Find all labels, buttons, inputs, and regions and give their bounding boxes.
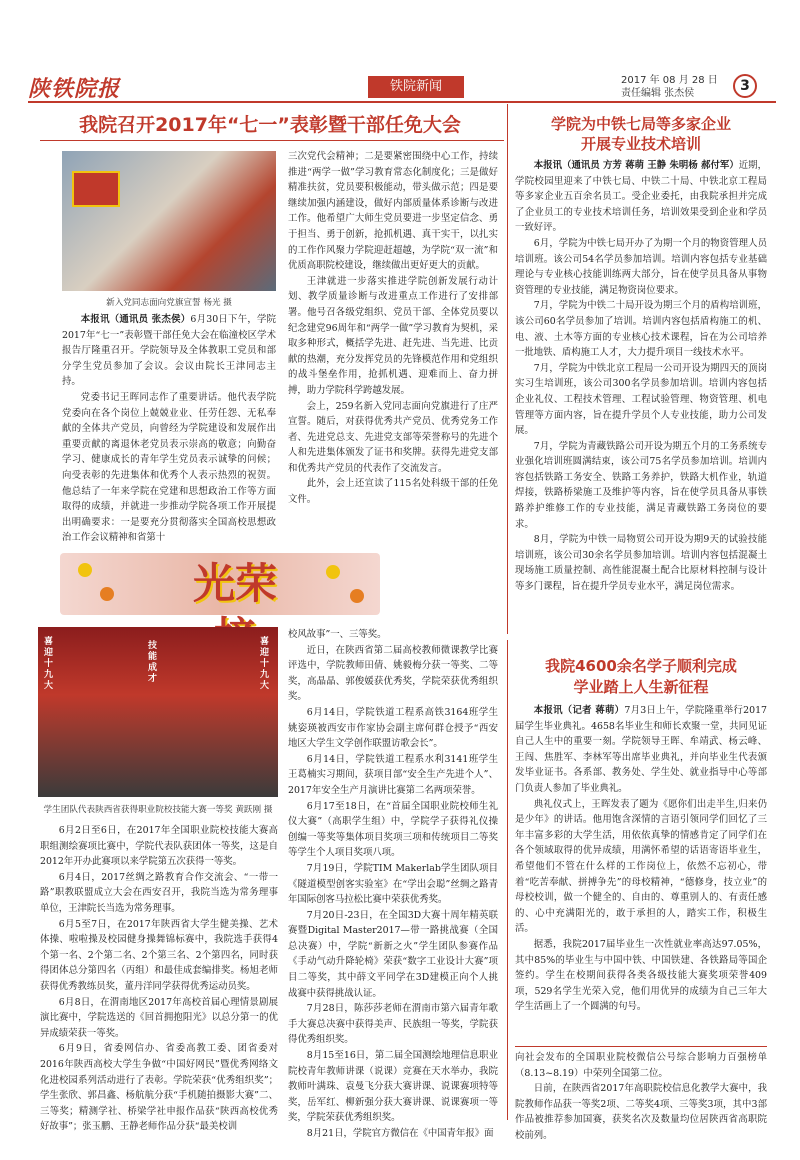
section-tab: 铁院新闻: [368, 76, 464, 98]
column-divider: [507, 640, 508, 1120]
paragraph: 7月28日，陈莎莎老师在渭南市第六届青年歌手大赛总决赛中获得美声、民族组一等奖，学院获得优秀组织奖。: [288, 1003, 498, 1046]
paragraph: 7月19日，学院TIM Makerlab学生团队项目《隧道模型创客实验室》在“学出会聪”丝绸之路青年国际创客马拉松比赛中荣获优秀奖。: [288, 862, 498, 906]
paragraph: 6月4日，2017丝绸之路教育合作交流会、“一带一路”职教联盟成立大会在西安召开，我院当选为常务理事单位，王津院长当选为常务理事。: [40, 871, 278, 914]
paragraph: 6月，学院为中铁七局开办了为期一个月的物资管理人员培训班。该公司54名学员参加培训。培训内容包括专业基础理论与专业核心技能训练两大部分，旨在使学员具备从事物资管理的专业技能，满足物资岗位要求。: [515, 237, 767, 296]
paragraph: 向社会发布的全国职业院校微信公号综合影响力百强榜单（8.13~8.19）中荣列全国第二位。: [515, 1052, 767, 1079]
paragraph: 近日，在陕西省第二届高校教师微课教学比赛评选中，学院教师田倩、姚毅梅分获一等奖、二等奖，高晶晶、郭俊媛获优秀奖，学院荣获优秀组织奖。: [288, 644, 498, 703]
paragraph: 7月，学院为中铁二十局开设为期三个月的盾构培训班，该公司60名学员参加了培训。培训内容包括盾构施工的机、电、液、土木等方面的专业核心技术课程，旨在为公司培养一批地铁、盾构施工人才，大力提升项目一线技术水平。: [515, 300, 767, 359]
article1-headline: 我院召开2017年“七一”表彰暨干部任免大会: [79, 114, 461, 136]
photo-overlay-text: 喜迎十九大: [44, 637, 54, 691]
article3-body: [515, 703, 767, 1045]
paragraph: 7月，学院为青藏铁路公司开设为期五个月的工务系统专业强化培训班圆满结束，该公司75名学员参加培训。培训内容包括铁路工务安全、铁路工务养护，铁路大机作业，轨道焊接，铁路桥梁施工及维护等内容，旨在使学员具备从事铁路养护维修工作的专业技能，满足青藏铁路工务岗位的要求。: [515, 440, 767, 530]
masthead-rule: [28, 101, 776, 103]
paragraph: 7月3日上午，学院隆重举行2017届学生毕业典礼。4658名毕业生和师长欢聚一堂，共同见证自己人生中的重要一刻。学院领导王晖、牟靖武、杨云峰、王闯、焦胜军、李林军等出席毕业典礼，并向毕业生代表颁发毕业证书。各系部、教务处、学生处、就业指导中心等部门负责人参加了毕业典礼。: [515, 705, 767, 794]
paragraph: 6月17至18日，在“首届全国职业院校师生礼仪大赛”（高职学生组）中，学院学子获得礼仪操创编一等奖等集体项目奖项三项和传统项目二等奖等学生个人项目奖项八项。: [288, 800, 498, 859]
headline-rule: [40, 140, 504, 141]
paragraph: 6月30日下午，学院2017年“七一”表彰暨干部任免大会在临潼校区学术报告厅隆重召开。学院领导及全体教职工党员和部分学生党员参加了会议。会议由院长王津同志主持。: [62, 314, 276, 388]
paragraph: 日前，在陕西省2017年高职院校信息化教学大赛中，我院教师作品获一等奖2项、二等奖4项、三等奖3项，其中3部作品被推荐参加国赛，获奖名次及数量均位居陕西省高职院校前列。: [515, 1083, 767, 1141]
masthead: [28, 72, 776, 100]
paragraph: 8月15至16日，第二届全国测绘地理信息职业院校青年教师讲课（说课）竞赛在天水举办，我院教师叶满珠、袁曼飞分获大赛讲课、说课赛项特等奖，岳军红、柳新强分获大赛讲课、说课赛项一等奖，学院荣获优秀组织奖。: [288, 1050, 498, 1124]
article1-col1: [62, 312, 276, 554]
article3-headline: [515, 656, 767, 698]
headline-line: 我院4600余名学子顺利完成: [545, 657, 737, 675]
issue-date: 2017 年 08 月 28 日: [621, 75, 718, 86]
paragraph: 党委书记王晖同志作了重要讲话。他代表学院党委向在各个岗位上兢兢业业、任劳任怨、无私奉献的全体共产党员，向曾经为学院建设和发展作出重要贡献的离退休老党员表示崇高的敬意；向勤奋学习、健康成长的青年学生党员表示诚挚的问候；向受表彰的先进集体和优秀个人表示热烈的祝贺。他总结了一年来学院在党建和思想政治工作等方面取得的成绩，并就进一步推动学院各项工作开展提出明确要求：一是要充分贯彻落实全国高校思想政治工作会议精神和省第十: [62, 391, 276, 544]
photo-caption: 学生团队代表陕西省获得职业院校技能大赛一等奖 黄跃刚 摄: [43, 805, 273, 815]
team-award-photo: [38, 627, 278, 797]
date-editor-block: [621, 74, 718, 100]
star-icon: [78, 563, 92, 577]
newspaper-logo: 陕铁院报: [28, 76, 121, 102]
photo-overlay-text: 喜迎十九大: [260, 637, 270, 691]
paragraph: 据悉，我院2017届毕业生一次性就业率高达97.05%，其中85%的毕业生与中国中铁、中国铁建、各铁路局等国企签约。学生在校期间获得各类各级技能大赛奖项荣誉409项，529名学生光荣入党，他们用优异的成绩为自己三年大学生活画上了一个圆满的句号。: [515, 938, 767, 1013]
paragraph: 三次党代会精神；二是要紧密围绕中心工作，持续推进“两学一做”学习教育常态化制度化；三是做好精准扶贫，党员要积极能动，带头做示范；四是要继续加强内涵建设，做好内部质量体系诊断与改进工作。他希望广大师生党员要进一步坚定信念、勇于担当、勇于创新，抢抓机遇、真干实干，以扎实的工作作风聚力学院迎赶超越，为学院“双一流”和优质高职院校建设，继续做出更好更大的贡献。: [288, 151, 498, 272]
paragraph: 6月8日，在渭南地区2017年高校首届心理情景剧展演比赛中，学院选送的《回首拥抱阳光》以总分第一的优异成绩荣获一等奖。: [40, 996, 278, 1039]
honor-col1: [40, 823, 278, 1133]
article2-headline: [515, 114, 767, 154]
paragraph: 王津就进一步落实推进学院创新发展行动计划、教学质量诊断与改进重点工作进行了安排部署。他号召各级党组织、党员干部、全体党员要以纪念建党96周年和“两学一做”学习教育为契机，采取多种形式，概括学先进、赶先进、当先进、比贡献的热潮，充分发挥党员的先锋模范作用和党组织的战斗堡垒作用，抢抓机遇、迎难而上、奋力拼搏，助力学院科学跨越发展。: [288, 275, 498, 396]
paragraph: 校风故事”一、三等奖。: [288, 629, 387, 640]
honor-banner-title: 光荣: [192, 559, 277, 608]
page-number: 3: [733, 74, 757, 98]
byline: 本报讯（通讯员 方芳 蒋萌 王静 朱明杨 郝付军）: [533, 160, 739, 171]
paragraph: 会上，259名新入党同志面向党旗进行了庄严宣誓。随后，对获得优秀共产党员、优秀党务工作者、先进党总支、先进党支部等荣誉称号的先进个人和先进集体颁发了证书和奖牌。获得先进党支部和优秀共产党员的代表作了交流发言。: [288, 400, 498, 474]
star-icon: [100, 587, 114, 601]
party-flag-icon: [72, 171, 120, 207]
paragraph: 6月2日至6日，在2017年全国职业院校技能大赛高职组测绘赛项比赛中，学院代表队获团体一等奖，这是自2012年开办此赛项以来学院第五次获得一等奖。: [40, 825, 278, 868]
paragraph: 6月5至7日，在2017年陕西省大学生健美操、艺术体操、啦啦操及校园健身操舞锦标赛中，我院选手获得4个第一名、2个第二名、2个第三名、2个第四名，同时获得团体总分第四名（丙组）和最佳成套编排奖。杨旭老师获得优秀教练员奖，董丹洋同学获得优秀运动员奖。: [40, 918, 278, 992]
paragraph: 6月14日，学院铁道工程系高铁3164班学生姚姿瑛被西安市作家协会副主席何群仓授予“西安地区大学生文学创作联盟访歌会长”。: [288, 706, 498, 750]
headline-line: 开展专业技术培训: [580, 135, 701, 153]
headline-line: 学院为中铁七局等多家企业: [550, 115, 731, 133]
paragraph: 7月，学院为中铁北京工程局一公司开设为期四天的顶岗实习生培训班，该公司300名学员参加培训。培训内容包括企业礼仪、工程技术管理、工程试验管理、物资管理、机电管理等方面内容，旨在提升学员个人专业技能，助力公司发展。: [515, 362, 767, 437]
editor-credit: 责任编辑 张杰侯: [621, 88, 695, 99]
article2-body: [515, 158, 767, 636]
photo-caption: 新入党同志面向党旗宣誓 杨光 摄: [106, 298, 232, 308]
paragraph: 7月20日-23日，在全国3D大赛十周年精英联赛暨Digital Master2017—带一路挑战赛（全国总决赛）中，学院“新新之火”学生团队参赛作品《手动气动升降轮椅》荣获“数字工业设计大赛”项目二等奖，其中薛文平同学在3D建模正向个人挑战赛中获得挑战认证。: [288, 909, 498, 999]
paragraph: 6月14日，学院铁道工程系水利3141班学生王葛楠实习期间，获项目部“安全生产先进个人”、2017年安全生产月演讲比赛第二名两项荣誉。: [288, 753, 498, 796]
honor-col2: [288, 627, 498, 1139]
paragraph: 此外，会上还宣读了115名处科级干部的任免文件。: [288, 478, 498, 506]
honor-continuation: [515, 1050, 767, 1141]
article1-col2: [288, 149, 498, 541]
paragraph: 8月，学院为中铁一局物贸公司开设为期9天的试验技能培训班，该公司30余名学员参加培训。培训内容包括混凝土现场施工质量控制、高性能混凝土配合比原材料控制与设计等多门课程，旨在提升学员专业水平，满足岗位需求。: [515, 534, 767, 593]
star-icon: [350, 589, 364, 603]
party-oath-photo: [62, 151, 276, 291]
headline-line: 学业踏上人生新征程: [573, 678, 709, 696]
star-icon: [326, 565, 340, 579]
honor-banner: [60, 553, 380, 615]
photo-overlay-text: 技能成才: [148, 641, 158, 684]
byline: 本报讯（记者 蒋萌）: [533, 705, 625, 716]
paragraph: 8月21日，学院官方微信在《中国青年报》面: [306, 1128, 494, 1139]
paragraph: 近期，学院校园里迎来了中铁七局、中铁二十局、中铁北京工程局等多家企业五百余名员工。受企业委托，由我院承担并完成了企业员工的专业技术培训任务，培训效果受到企业和学员一致好评。: [515, 160, 767, 234]
byline: 本报讯（通讯员 张杰侯）: [80, 314, 191, 325]
column-divider: [507, 104, 508, 634]
section-rule: [515, 1046, 767, 1047]
paragraph: 6月9日，省委网信办、省委高教工委、团省委对2016年陕西高校大学生争做“中国好网民”暨优秀网络文化进校园系列活动进行了表彰。学院荣获“优秀组织奖”；学生张欣、郭昌鑫、杨航航分获“手机随拍摄影大赛”二、三等奖；精测学社、桥梁学社申报作品获“陕西高校优秀好故事”；张玉鹏、王静老师作品分获“最美校训: [40, 1043, 278, 1133]
paragraph: 典礼仪式上，王晖发表了题为《愿你们出走半生,归来仍是少年》的讲话。他用饱含深情的言语引领同学们回忆了三年丰富多彩的大学生活，用依依真挚的情感肯定了同学们在各个领域取得的优异成绩，用满怀希望的话语寄语毕业生，希望他们不管在什么样的工作岗位上，依然不忘初心，带着“吃苦奉献、拼搏争先”的母校精神，“德修身，技立业”的母校校训，做一个健全的、自由的、尊重别人的、有责任感的、心中充满阳光的，敢于承担的人，踏实工作，积极生活。: [515, 798, 767, 935]
